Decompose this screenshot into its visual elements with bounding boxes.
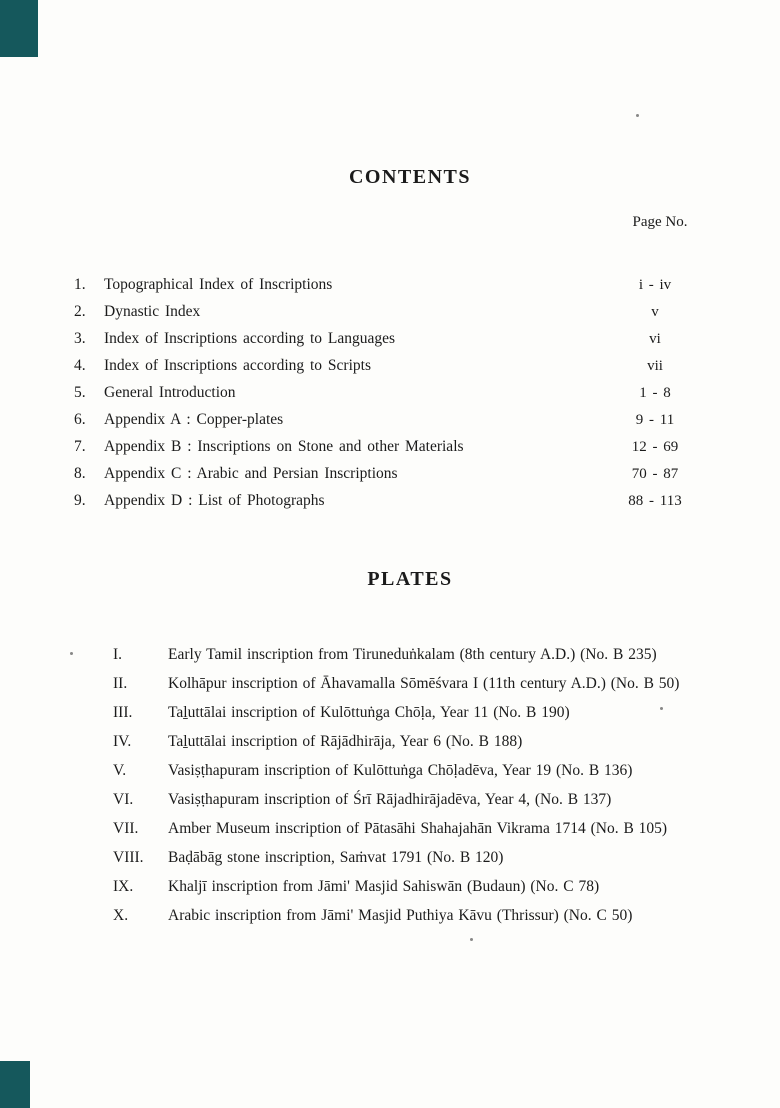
scan-speck bbox=[470, 938, 473, 941]
plate-numeral: V. bbox=[113, 762, 127, 779]
contents-item-pages: 1 - 8 bbox=[639, 385, 671, 401]
plate-row bbox=[113, 791, 728, 820]
contents-item-title: Appendix A : Copper-plates bbox=[104, 411, 284, 428]
contents-item-number: 9. bbox=[74, 492, 86, 509]
plate-numeral: VII. bbox=[113, 820, 139, 837]
plate-numeral: VI. bbox=[113, 791, 134, 808]
contents-row bbox=[74, 384, 714, 411]
contents-item-number: 3. bbox=[74, 330, 86, 347]
contents-item-pages: 70 - 87 bbox=[631, 466, 679, 482]
plate-row bbox=[113, 907, 728, 936]
plate-numeral: II. bbox=[113, 675, 128, 692]
plate-description: Arabic inscription from Jāmi' Masjid Puthiya Kāvu (Thrissur) (No. C 50) bbox=[168, 907, 633, 924]
plate-row bbox=[113, 820, 728, 849]
plate-description: Khaljī inscription from Jāmi' Masjid Sahiswān (Budaun) (No. C 78) bbox=[168, 878, 600, 895]
book-cover-edge-top bbox=[0, 0, 38, 57]
scan-speck bbox=[636, 114, 639, 117]
plate-numeral: III. bbox=[113, 704, 133, 721]
plate-description: Vasiṣṭhapuram inscription of Kulōttuṅga Chōḷadēva, Year 19 (No. B 136) bbox=[168, 762, 633, 779]
plate-row bbox=[113, 849, 728, 878]
contents-item-title: Index of Inscriptions according to Scripts bbox=[104, 357, 371, 374]
contents-item-title: Topographical Index of Inscriptions bbox=[104, 276, 333, 293]
plate-description: Vasiṣṭhapuram inscription of Śrī Rājadhirājadēva, Year 4, (No. B 137) bbox=[168, 791, 612, 808]
contents-row bbox=[74, 465, 714, 492]
plate-numeral: X. bbox=[113, 907, 129, 924]
contents-item-number: 2. bbox=[74, 303, 86, 320]
plate-description: Early Tamil inscription from Tiruneduṅkalam (8th century A.D.) (No. B 235) bbox=[168, 646, 657, 663]
contents-row bbox=[74, 303, 714, 330]
plate-description: Baḍābāg stone inscription, Saṁvat 1791 (No. B 120) bbox=[168, 849, 504, 866]
book-cover-edge-bottom bbox=[0, 1061, 30, 1108]
contents-heading: CONTENTS bbox=[348, 166, 472, 188]
contents-row bbox=[74, 357, 714, 384]
contents-item-title: General Introduction bbox=[104, 384, 236, 401]
contents-item-pages: 9 - 11 bbox=[635, 412, 675, 428]
contents-item-pages: i - iv bbox=[638, 277, 672, 293]
contents-row bbox=[74, 438, 714, 465]
contents-item-title: Appendix D : List of Photographs bbox=[104, 492, 325, 509]
plate-row bbox=[113, 762, 728, 791]
contents-item-number: 8. bbox=[74, 465, 86, 482]
plates-list bbox=[113, 646, 728, 936]
contents-item-number: 1. bbox=[74, 276, 86, 293]
contents-item-pages: vii bbox=[647, 358, 663, 374]
plates-heading: PLATES bbox=[367, 568, 453, 590]
contents-item-pages: v bbox=[651, 304, 659, 320]
scan-speck bbox=[660, 707, 663, 710]
contents-item-title: Index of Inscriptions according to Languages bbox=[104, 330, 396, 347]
plate-description: Taḻuttālai inscription of Rājādhirāja, Year 6 (No. B 188) bbox=[168, 733, 523, 750]
contents-item-title: Appendix B : Inscriptions on Stone and other Materials bbox=[104, 438, 464, 455]
page-no-column-label: Page No. bbox=[632, 214, 688, 230]
contents-item-pages: 12 - 69 bbox=[631, 439, 679, 455]
plate-row bbox=[113, 675, 728, 704]
contents-item-number: 4. bbox=[74, 357, 86, 374]
contents-row bbox=[74, 492, 714, 519]
contents-row bbox=[74, 276, 714, 303]
contents-item-title: Dynastic Index bbox=[104, 303, 201, 320]
plate-row bbox=[113, 733, 728, 762]
plate-description: Taḻuttālai inscription of Kulōttuṅga Chōḷa, Year 11 (No. B 190) bbox=[168, 704, 570, 721]
plate-description: Amber Museum inscription of Pātasāhi Shahajahān Vikrama 1714 (No. B 105) bbox=[168, 820, 668, 837]
contents-row bbox=[74, 330, 714, 357]
contents-item-number: 5. bbox=[74, 384, 86, 401]
contents-item-pages: vi bbox=[649, 331, 661, 347]
plate-row bbox=[113, 704, 728, 733]
scan-speck bbox=[70, 652, 73, 655]
contents-item-title: Appendix C : Arabic and Persian Inscriptions bbox=[104, 465, 398, 482]
contents-item-pages: 88 - 113 bbox=[628, 493, 682, 509]
plate-numeral: I. bbox=[113, 646, 123, 663]
contents-list bbox=[74, 276, 714, 519]
plate-row bbox=[113, 646, 728, 675]
contents-item-number: 7. bbox=[74, 438, 86, 455]
plate-numeral: IV. bbox=[113, 733, 132, 750]
plate-numeral: IX. bbox=[113, 878, 134, 895]
plate-row bbox=[113, 878, 728, 907]
plate-description: Kolhāpur inscription of Āhavamalla Sōmēśvara I (11th century A.D.) (No. B 50) bbox=[168, 675, 680, 692]
plate-numeral: VIII. bbox=[113, 849, 144, 866]
contents-item-number: 6. bbox=[74, 411, 86, 428]
contents-row bbox=[74, 411, 714, 438]
